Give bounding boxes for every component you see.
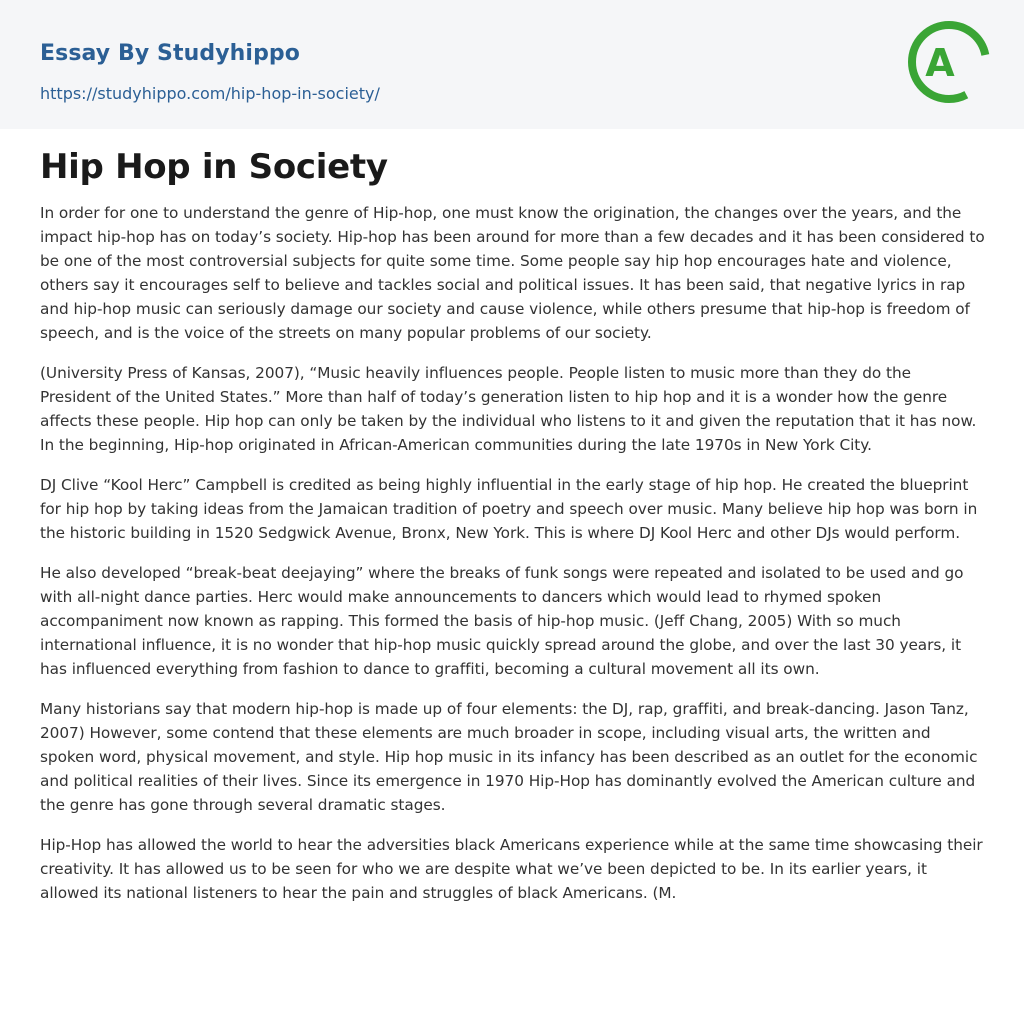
paragraph: Many historians say that modern hip-hop is made up of four elements: the DJ, rap, graffiti, and break-dancing. Jason Tanz, 2007) However, some contend that these elements are much broader in scope, including visual arts, the written and spoken word, physical movement, and style. Hip hop music in its infancy has been described as an outlet for the economic and political realities of their lives. Since its emergence in 1970 Hip-Hop has dominantly evolved the American culture and the genre has gone through several dramatic stages. [40, 700, 978, 814]
source-url-link[interactable]: https://studyhippo.com/hip-hop-in-society/ [40, 84, 380, 103]
brand-title[interactable]: Essay By Studyhippo [40, 41, 300, 66]
paragraph: He also developed “break-beat deejaying” where the breaks of funk songs were repeated and isolated to be used and go with all-night dance parties. Herc would make announcements to dancers which would lead to rhymed spoken accompaniment now known as rapping. This formed the basis of hip-hop music. (Jeff Chang, 2005) With so much international influence, it is no wonder that hip-hop music quickly spread around the globe, and over the last 30 years, it has influenced everything from fashion to dance to graffiti, becoming a cultural movement all its own. [40, 564, 964, 678]
paragraph: In order for one to understand the genre of Hip-hop, one must know the origination, the changes over the years, and the impact hip-hop has on today’s society. Hip-hop has been around for more than a few decades and it has been considered to be one of the most controversial subjects for quite some time. Some people say hip hop encourages hate and violence, others say it encourages self to believe and tackles social and political issues. It has been said, that negative lyrics in rap and hip-hop music can seriously damage our society and cause violence, while others presume that hip-hop is freedom of speech, and is the voice of the streets on many popular problems of our society. [40, 204, 985, 342]
paragraph: DJ Clive “Kool Herc” Campbell is credited as being highly influential in the early stage of hip hop. He created the blueprint for hip hop by taking ideas from the Jamaican tradition of poetry and speech over music. Many believe hip hop was born in the historic building in 1520 Sedgwick Avenue, Bronx, New York. This is where DJ Kool Herc and other DJs would perform. [40, 476, 978, 542]
paragraph: (University Press of Kansas, 2007), “Music heavily influences people. People listen to music more than they do the President of the United States.” More than half of today’s generation listen to hip hop and it is a wonder how the genre affects these people. Hip hop can only be taken by the individual who listens to it and given the reputation that it has now. In the beginning, Hip-hop originated in African-American communities during the late 1970s in New York City. [40, 364, 977, 454]
article [40, 144, 986, 921]
paragraph: Hip-Hop has allowed the world to hear the adversities black Americans experience while at the same time showcasing their creativity. It has allowed us to be seen for who we are despite what we’ve been depicted to be. In its earlier years, it allowed its national listeners to hear the pain and struggles of black Americans. (M. [40, 836, 983, 902]
logo-letter: A [925, 41, 955, 85]
studyhippo-logo-icon[interactable] [906, 14, 992, 110]
page-header [0, 0, 1024, 129]
page-title: Hip Hop in Society [40, 147, 388, 187]
